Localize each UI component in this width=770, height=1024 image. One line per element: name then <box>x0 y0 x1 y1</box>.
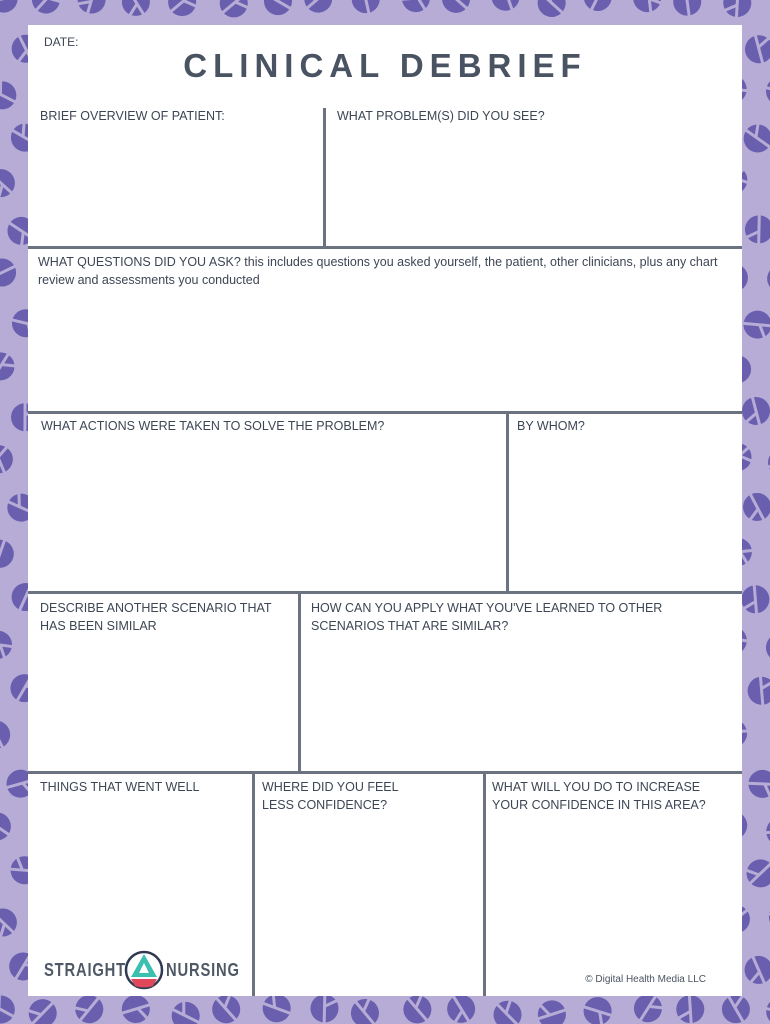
questions-label: WHAT QUESTIONS DID YOU ASK? this includes questions you asked yourself, the patient, other clinicians, plus any chart review and assessments you conducted <box>38 255 718 287</box>
problems-label: WHAT PROBLEM(S) DID YOU SEE? <box>337 109 545 123</box>
copyright-text: © Digital Health Media LLC <box>585 974 706 985</box>
divider <box>298 591 301 773</box>
logo-text-left: STRAIGHT <box>44 960 126 980</box>
by-whom-label: BY WHOM? <box>517 419 585 433</box>
date-label: DATE: <box>44 35 79 49</box>
overview-label: BRIEF OVERVIEW OF PATIENT: <box>40 109 225 123</box>
divider <box>28 771 742 774</box>
logo-text-right: NURSING <box>166 960 240 980</box>
divider <box>28 246 742 249</box>
letter-a-icon <box>124 950 164 990</box>
actions-label: WHAT ACTIONS WERE TAKEN TO SOLVE THE PROBLEM? <box>41 419 385 433</box>
increase-confidence-label: WHAT WILL YOU DO TO INCREASE YOUR CONFIDENCE IN THIS AREA? <box>492 780 706 812</box>
apply-learned-label: HOW CAN YOU APPLY WHAT YOU'VE LEARNED TO OTHER SCENARIOS THAT ARE SIMILAR? <box>311 601 663 633</box>
divider <box>323 108 326 246</box>
divider <box>252 771 255 996</box>
another-scenario-label: DESCRIBE ANOTHER SCENARIO THAT HAS BEEN SIMILAR <box>40 601 272 633</box>
divider <box>28 411 742 414</box>
divider <box>506 411 509 593</box>
less-confidence-label: WHERE DID YOU FEEL LESS CONFIDENCE? <box>262 780 399 812</box>
went-well-label: THINGS THAT WENT WELL <box>40 780 200 794</box>
divider <box>28 591 742 594</box>
divider <box>483 771 486 996</box>
page-title: CLINICAL DEBRIEF <box>183 47 587 84</box>
straight-a-nursing-logo <box>44 950 244 990</box>
debrief-sheet <box>28 25 742 996</box>
